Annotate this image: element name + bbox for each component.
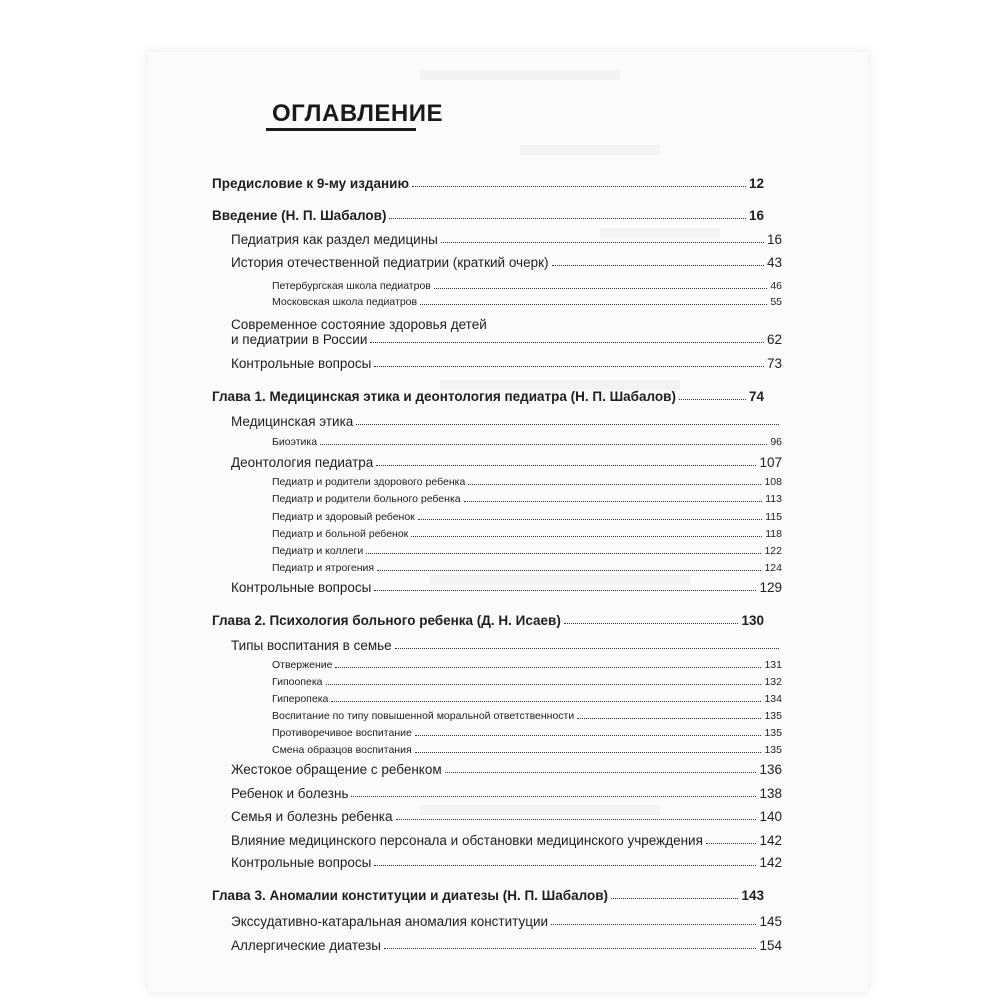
toc-entry: Гиперопека 134 [272,693,782,705]
toc-entry: Педиатр и родители больного ребенка 113 [272,493,782,505]
toc-entry: Контрольные вопросы 142 [231,855,782,870]
toc-entry: История отечественной педиатрии (краткий очерк) 43 [231,255,782,270]
toc-entry: Отвержение 131 [272,659,782,671]
toc-entry: Деонтология педиатра 107 [231,455,782,470]
toc-entry: Педиатрия как раздел медицины 16 [231,232,782,247]
toc-entry: Воспитание по типу повышенной моральной ответственности 135 [272,710,782,722]
toc-entry: Влияние медицинского персонала и обстановки медицинского учреждения 142 [231,833,782,848]
toc-entry: Введение (Н. П. Шабалов) 16 [212,208,764,223]
toc-entry: Педиатр и родители здорового ребенка 108 [272,476,782,488]
toc-entry: Противоречивое воспитание 135 [272,727,782,739]
toc-entry: Глава 1. Медицинская этика и деонтология педиатра (Н. П. Шабалов) 74 [212,389,764,404]
toc-entry: Педиатр и коллеги 122 [272,545,782,557]
toc-entry: Педиатр и ятрогения 124 [272,562,782,574]
toc-entry: Глава 2. Психология больного ребенка (Д. Н. Исаев) 130 [212,613,764,628]
toc-entry: Ребенок и болезнь 138 [231,786,782,801]
toc-entry: Контрольные вопросы 73 [231,356,782,371]
page-title: ОГЛАВЛЕНИЕ [272,100,444,127]
toc-entry: Предисловие к 9-му изданию 12 [212,176,764,191]
toc-entry: Биоэтика 96 [272,436,782,448]
toc-entry: Контрольные вопросы 129 [231,580,782,595]
toc-entry: Экссудативно-катаральная аномалия конституции 145 [231,914,782,929]
toc-entry: Типы воспитания в семье [231,638,782,653]
toc-entry: Смена образцов воспитания 135 [272,744,782,756]
toc-entry: Гипоопека 132 [272,676,782,688]
toc-entry: Жестокое обращение с ребенком 136 [231,762,782,777]
toc-entry: Современное состояние здоровья детей и педиатрии в России 62 [231,317,782,347]
toc-entry: Медицинская этика [231,414,782,429]
toc-entry: Петербургская школа педиатров 46 [272,280,782,292]
toc-entry: Педиатр и здоровый ребенок 115 [272,511,782,523]
toc-entry: Аллергические диатезы 154 [231,938,782,953]
toc-entry: Семья и болезнь ребенка 140 [231,809,782,824]
toc-entry: Московская школа педиатров 55 [272,296,782,308]
toc-entry: Глава 3. Аномалии конституции и диатезы (Н. П. Шабалов) 143 [212,888,764,903]
toc-entry: Педиатр и больной ребенок 118 [272,528,782,540]
